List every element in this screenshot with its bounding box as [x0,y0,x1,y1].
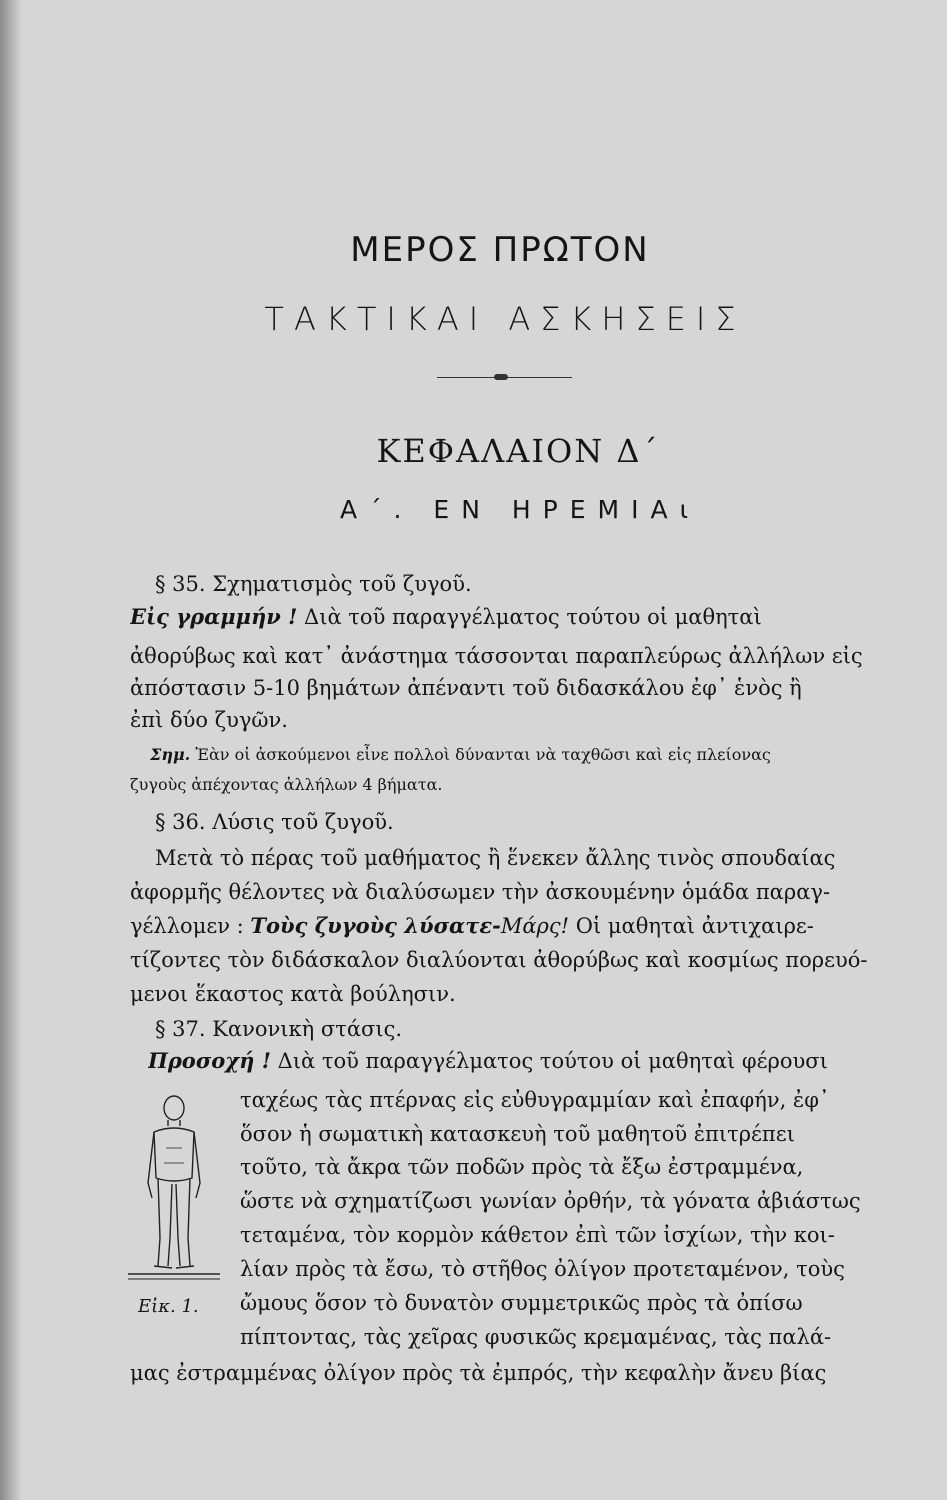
text-line: μενοι ἕκαστος κατὰ βούλησιν. [130,982,456,1006]
text-line: ὤμους ὅσον τὸ δυνατὸν συμμετρικῶς πρὸς τὰ ὀπίσω [240,1291,803,1315]
text-line: ὅσον ἡ σωματικὴ κατασκευὴ τοῦ μαθητοῦ ἐπιτρέπει [240,1122,795,1146]
paragraph-heading-36: § 36. Λύσις τοῦ ζυγοῦ. [155,810,394,834]
text-line: ἀφορμῆς θέλοντες νὰ διαλύσωμεν τὴν ἀσκουμένην ὁμάδα παραγ- [130,880,831,904]
text-line [130,601,902,633]
text-span: Διὰ τοῦ παραγγέλματος τούτου οἱ μαθηταὶ [297,605,762,629]
text-line: τεταμένα, τὸν κορμὸν κάθετον ἐπὶ τῶν ἰσχίων, τὴν κοι- [240,1223,835,1247]
text-line: πίπτοντας, τὰς χεῖρας φυσικῶς κρεμαμένας, τὰς παλά- [240,1325,832,1349]
paragraph-heading-37: § 37. Κανονικὴ στάσις. [155,1017,403,1041]
text-span: γέλλομεν : [130,914,251,938]
part-title: ΜΕΡΟΣ ΠΡΩΤΟΝ [350,230,650,270]
paragraph-heading-35: § 35. Σχηματισμὸς τοῦ ζυγοῦ. [155,572,472,596]
text-line: ἐπὶ δύο ζυγῶν. [130,708,288,732]
figure-caption: Εἰκ. 1. [138,1296,199,1317]
text-line: ὥστε νὰ σχηματίζωσι γωνίαν ὀρθήν, τὰ γόνατα ἀβιάστως [240,1189,861,1213]
text-line: λίαν πρὸς τὰ ἔσω, τὸ στῆθος ὀλίγον προτεταμένον, τοὺς [240,1257,845,1281]
text-line: Μετὰ τὸ πέρας τοῦ μαθήματος ἢ ἕνεκεν ἄλλης τινὸς σπουδαίας [155,846,836,870]
text-line: μας ἐστραμμένας ὀλίγον πρὸς τὰ ἐμπρός, τὴν κεφαλὴν ἄνευ βίας [130,1361,827,1385]
note-line: ζυγοὺς ἀπέχοντας ἀλλήλων 4 βήματα. [130,775,443,794]
standing-figure-illustration [128,1088,220,1288]
command-text: Τοὺς ζυγοὺς λύσατε- [250,913,501,938]
text-line [130,910,902,942]
note-line [150,742,922,768]
command-text: Εἰς γραμμήν ! [130,604,298,629]
command-text: Προσοχή ! [148,1048,271,1073]
text-span: Ἐὰν οἱ ἀσκούμενοι εἶνε πολλοὶ δύνανται νὰ ταχθῶσι καὶ εἰς πλείονας [190,745,771,764]
text-line: ἀθορύβως καὶ κατ᾽ ἀνάστημα τάσσονται παραπλεύρως ἀλλήλων εἰς [130,644,863,668]
text-line: τοῦτο, τὰ ἄκρα τῶν ποδῶν πρὸς τὰ ἔξω ἐστραμμένα, [240,1155,804,1179]
text-line: τίζοντες τὸν διδάσκαλον διαλύονται ἀθορύβως καὶ κοσμίως πορευό- [130,948,868,972]
page-binding-shadow [0,0,22,1500]
text-line: ἀπόστασιν 5-10 βημάτων ἀπέναντι τοῦ διδασκάλου ἐφ᾽ ἑνὸς ἢ [130,676,802,700]
text-line [148,1045,920,1077]
rule-ornament [494,374,508,380]
text-line: ταχέως τὰς πτέρνας εἰς εὐθυγραμμίαν καὶ ἐπαφήν, ἐφ᾽ [240,1088,830,1112]
part-subtitle: ΤΑΚΤΙΚΑΙ ΑΣΚΗΣΕΙΣ [264,300,746,338]
chapter-title: ΚΕΦΑΛΑΙΟΝ Δ΄ [376,432,660,470]
command-text: Μάρς! [500,914,570,938]
section-title: Α΄. ΕΝ ΗΡΕΜΙΑι [339,495,701,524]
note-label: Σημ. [150,745,191,764]
text-span: Οἱ μαθηταὶ ἀντιχαιρε- [569,914,814,938]
text-span: Διὰ τοῦ παραγγέλματος τούτου οἱ μαθηταὶ φέρουσι [270,1049,828,1073]
